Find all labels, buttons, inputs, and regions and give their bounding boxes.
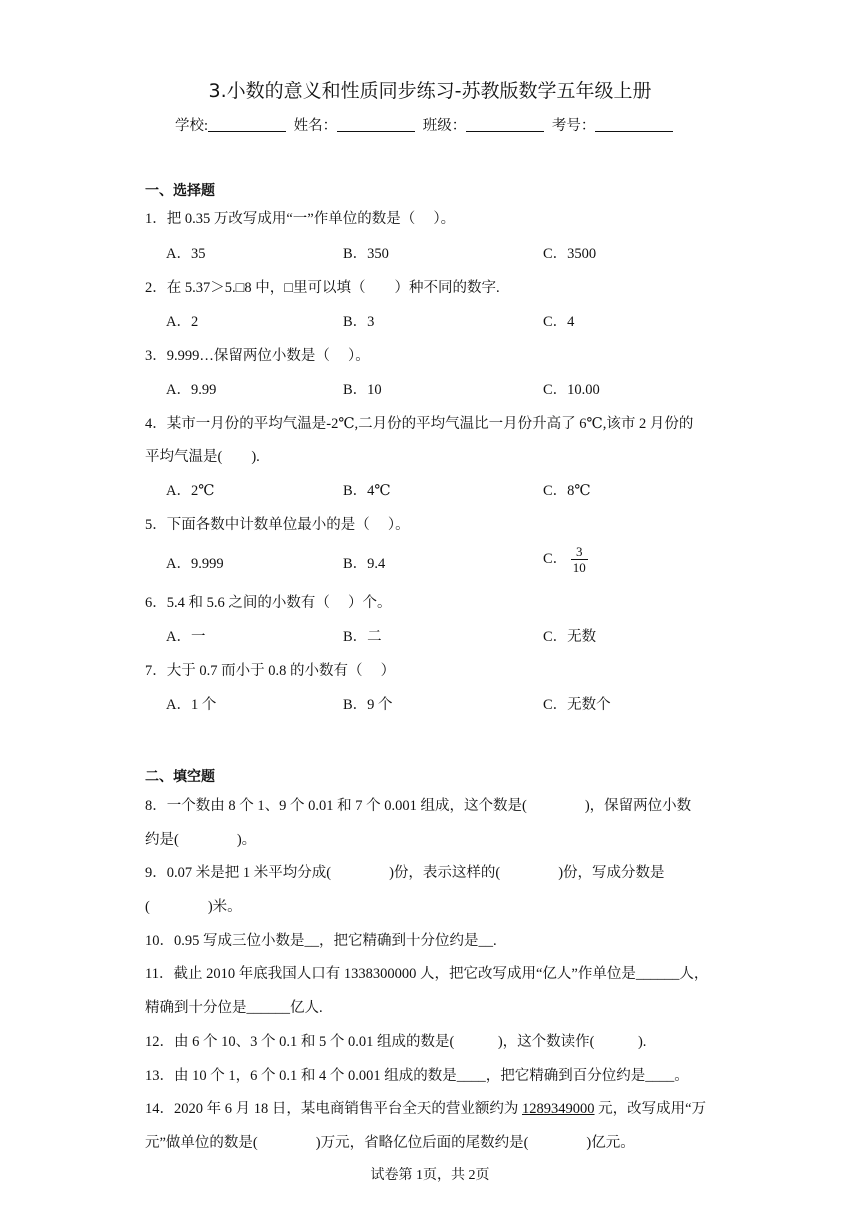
question-12: 12．由 6 个 10、3 个 0.1 和 5 个 0.01 组成的数是( )，这个数读作( ). [145,1034,647,1050]
q6-option-b: B．二 [343,629,382,645]
question-11-line-1: 11．截止 2010 年底我国人口有 1338300000 人，把它改写成用“亿人”作单位是______人， [145,966,709,982]
q3-option-a: A．9.99 [166,382,217,398]
q7-option-a: A．1 个 [166,697,217,713]
section-choice: 一、选择题 [145,183,215,199]
q4-option-b: B．4℃ [343,483,391,499]
name-label: 姓名： [293,118,338,134]
q5-option-c-label: C． [543,550,568,567]
question-2: 2．在 5.37＞5.□8 中，□里可以填（ ）种不同的数字. [145,280,500,296]
q1-option-a: A．35 [166,246,206,262]
q5-option-a: A．9.999 [166,556,224,572]
q1-option-b: B．350 [343,246,389,262]
question-10: 10．0.95 写成三位小数是__，把它精确到十分位约是__. [145,933,497,949]
q5-option-b: B．9.4 [343,556,386,572]
fraction-denominator: 10 [572,560,586,575]
question-3: 3．9.999…保留两位小数是（ ）。 [145,348,370,364]
question-13: 13．由 10 个 1，6 个 0.1 和 4 个 0.001 组成的数是____，把它精确到百分位约是____。 [145,1068,689,1084]
page-title: 3.小数的意义和性质同步练习-苏教版数学五年级上册 [208,80,652,102]
q2-option-c: C．4 [543,314,575,330]
question-7: 7．大于 0.7 而小于 0.8 的小数有（ ） [145,663,396,679]
question-5: 5．下面各数中计数单位最小的是（ ）。 [145,517,410,533]
name-blank [337,117,415,132]
school-label: 学校: [175,118,209,134]
student-info [175,114,677,135]
q14-text-a: 14．2020 年 6 月 18 日，某电商销售平台全天的营业额约为 [145,1101,522,1117]
question-8-line-1: 8．一个数由 8 个 1、9 个 0.01 和 7 个 0.001 组成，这个数是( )，保留两位小数 [145,798,692,814]
q5-option-c [543,544,588,575]
exam-no-label: 考号： [551,118,596,134]
q14-text-b: 元，改写成用“万 [594,1101,707,1117]
q14-underlined-amount: 1289349000 [522,1101,595,1117]
q6-option-a: A．一 [166,629,206,645]
question-9-line-2: ( )米。 [145,899,242,915]
question-9-line-1: 9．0.07 米是把 1 米平均分成( )份，表示这样的( )份，写成分数是 [145,865,665,881]
q2-option-b: B．3 [343,314,375,330]
q7-option-b: B．9 个 [343,697,393,713]
q6-option-c: C．无数 [543,629,597,645]
question-4-line-2: 平均气温是( ). [145,449,260,465]
class-label: 班级： [422,118,467,134]
class-blank [466,117,544,132]
question-8-line-2: 约是( )。 [145,832,257,848]
school-blank [208,117,286,132]
section-fill: 二、填空题 [145,769,215,785]
page-footer: 试卷第 1页，共 2页 [370,1168,490,1183]
q3-option-c: C．10.00 [543,382,600,398]
question-14-line-2: 元”做单位的数是( )万元，省略亿位后面的尾数约是( )亿元。 [145,1135,635,1151]
q5-fraction [571,544,588,575]
fraction-numerator: 3 [571,544,588,560]
question-4-line-1: 4．某市一月份的平均气温是-2℃,二月份的平均气温比一月份升高了 6℃,该市 2 月份的 [145,416,694,432]
q2-option-a: A．2 [166,314,199,330]
question-11-line-2: 精确到十分位是______亿人. [145,1000,323,1016]
q1-option-c: C．3500 [543,246,597,262]
exam-no-blank [595,117,673,132]
q4-option-a: A．2℃ [166,483,215,499]
q3-option-b: B．10 [343,382,382,398]
q7-option-c: C．无数个 [543,697,611,713]
q4-option-c: C．8℃ [543,483,591,499]
question-1: 1．把 0.35 万改写成用“一”作单位的数是（ ）。 [145,211,456,227]
question-14-line-1 [145,1097,706,1118]
question-6: 6．5.4 和 5.6 之间的小数有（ ）个。 [145,595,392,611]
